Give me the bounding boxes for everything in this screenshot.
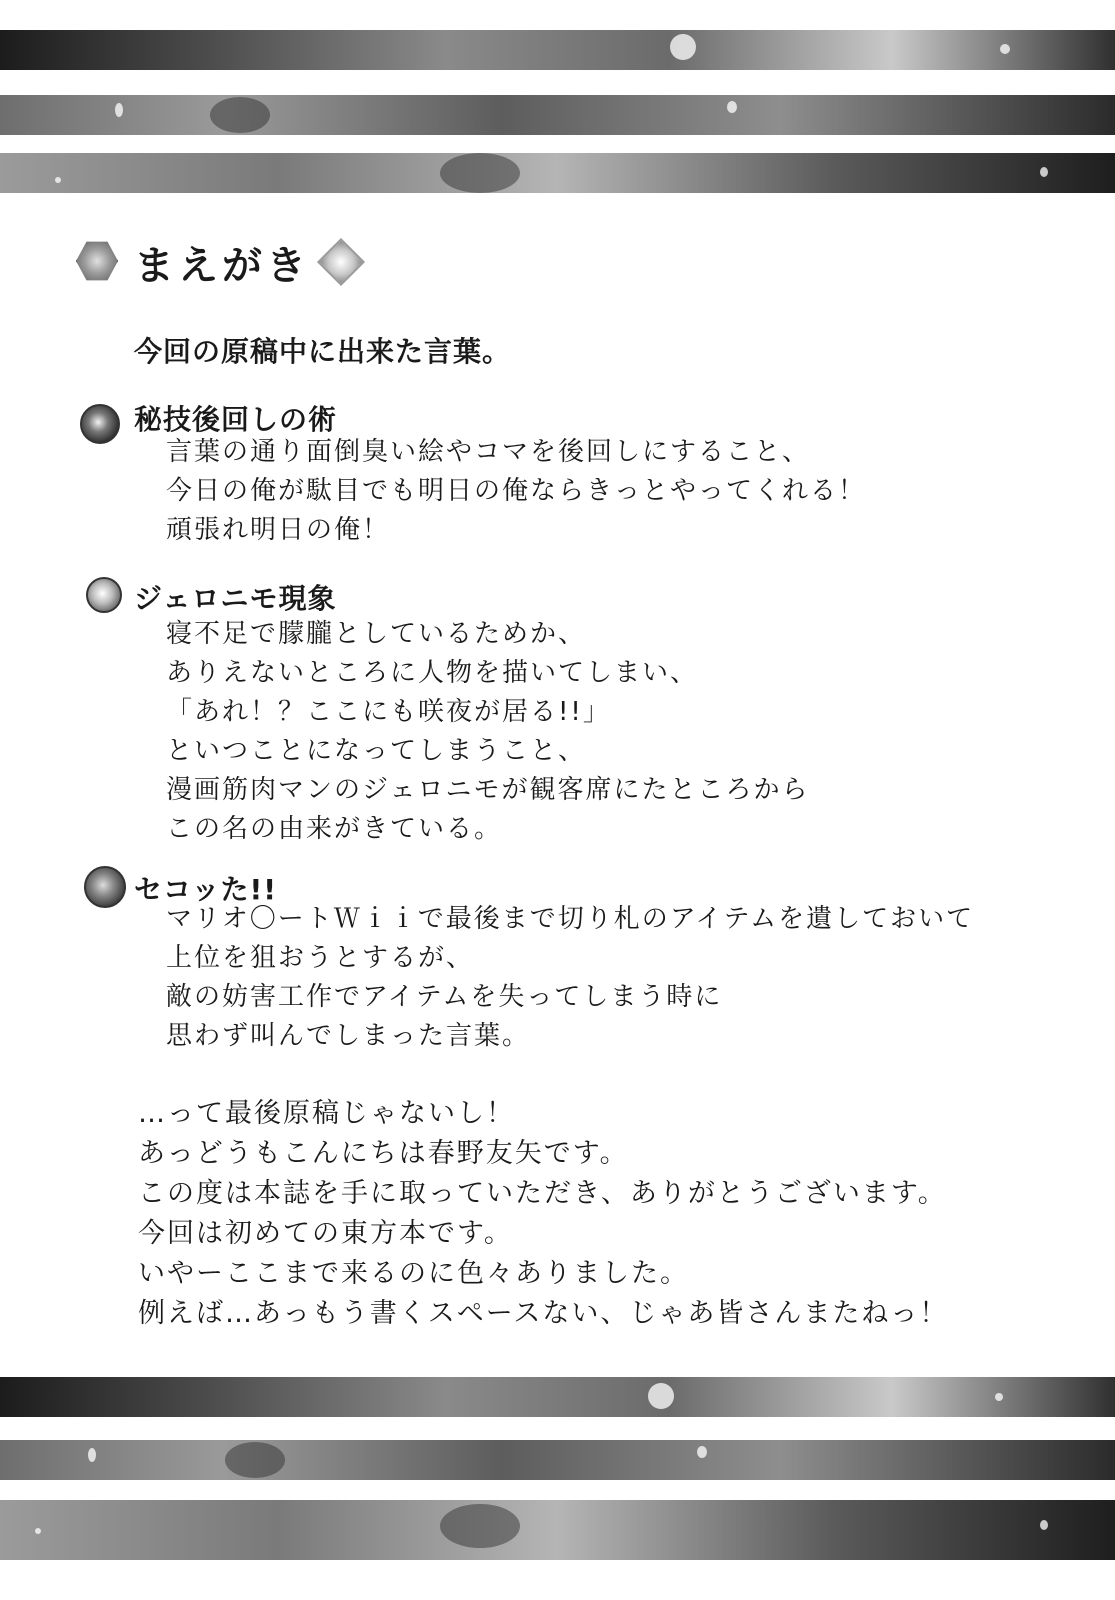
bottom-decorative-band-2 — [0, 1440, 1115, 1480]
definition-line: 寝不足で朦朧としているためか、 — [166, 619, 587, 649]
orb-bullet-icon — [86, 577, 122, 613]
closing-line: …って最後原稿じゃないし！ — [138, 1098, 515, 1129]
bottom-decorative-band-3 — [0, 1500, 1115, 1560]
definition-line: 頑張れ明日の俺！ — [166, 515, 391, 545]
definition-line: 敵の妨害工作でアイテムを失ってしまう時に — [166, 982, 723, 1012]
page-title: まえがき — [134, 242, 310, 289]
definition-line: 言葉の通り面倒臭い絵やコマを後回しにすること、 — [166, 437, 811, 467]
band-bokeh — [440, 153, 520, 193]
top-decorative-band-1 — [0, 30, 1115, 70]
closing-line: いやーここまで来るのに色々ありました。 — [138, 1258, 689, 1289]
diamond-gem-icon — [317, 238, 365, 286]
band-bokeh — [55, 177, 61, 183]
top-decorative-band-2 — [0, 95, 1115, 135]
definition-line: 「あれ！？ここにも咲夜が居る!!」 — [166, 697, 611, 727]
band-bokeh — [995, 1393, 1003, 1401]
bottom-decorative-band-1 — [0, 1377, 1115, 1417]
hexagon-gem-icon — [76, 240, 120, 284]
band-bokeh — [1040, 1520, 1048, 1530]
entry-definition — [166, 433, 866, 550]
entry-term: セコッた!! — [134, 873, 277, 906]
closing-line: 今回は初めての東方本です。 — [138, 1218, 513, 1249]
entry-definition — [166, 615, 809, 849]
definition-line: ありえないところに人物を描いてしまい、 — [166, 658, 699, 688]
definition-line: マリオ〇ートＷｉｉで最後まで切り札のアイテムを遺しておいて — [166, 904, 975, 934]
intro-text: 今回の原稿中に出来た言葉。 — [134, 335, 512, 368]
band-bokeh — [648, 1383, 674, 1409]
definition-line: 上位を狙おうとするが、 — [166, 943, 475, 973]
closing-paragraph — [138, 1094, 948, 1334]
band-bokeh — [88, 1448, 96, 1462]
orb-bullet-icon — [84, 866, 126, 908]
top-decorative-band-3 — [0, 153, 1115, 193]
definition-line: 今日の俺が駄目でも明日の俺ならきっとやってくれる！ — [166, 476, 867, 506]
definition-line: といつことになってしまうこと、 — [166, 736, 587, 766]
definition-line: 漫画筋肉マンのジェロニモが観客席にたところから — [166, 775, 810, 805]
definition-line: この名の由来がきている。 — [166, 814, 503, 844]
section-heading — [76, 232, 358, 292]
band-bokeh — [225, 1442, 285, 1478]
band-bokeh — [440, 1504, 520, 1548]
band-bokeh — [670, 34, 696, 60]
closing-line: この度は本誌を手に取っていただき、ありがとうございます。 — [138, 1178, 947, 1209]
orb-bullet-icon — [80, 404, 120, 444]
band-bokeh — [1000, 44, 1010, 54]
band-bokeh — [35, 1528, 41, 1534]
band-bokeh — [210, 97, 270, 133]
entry-term: 秘技後回しの術 — [134, 403, 338, 436]
band-bokeh — [1040, 167, 1048, 177]
band-bokeh — [697, 1446, 707, 1458]
band-bokeh — [727, 101, 737, 113]
band-bokeh — [115, 103, 123, 117]
closing-line: 例えば…あっもう書くスペースない、じゃあ皆さんまたねっ！ — [138, 1298, 949, 1329]
definition-line: 思わず叫んでしまった言葉。 — [166, 1021, 531, 1051]
closing-line: あっどうもこんにちは春野友矢です。 — [138, 1138, 629, 1169]
entry-definition — [166, 900, 974, 1056]
entry-term: ジェロニモ現象 — [134, 582, 337, 615]
